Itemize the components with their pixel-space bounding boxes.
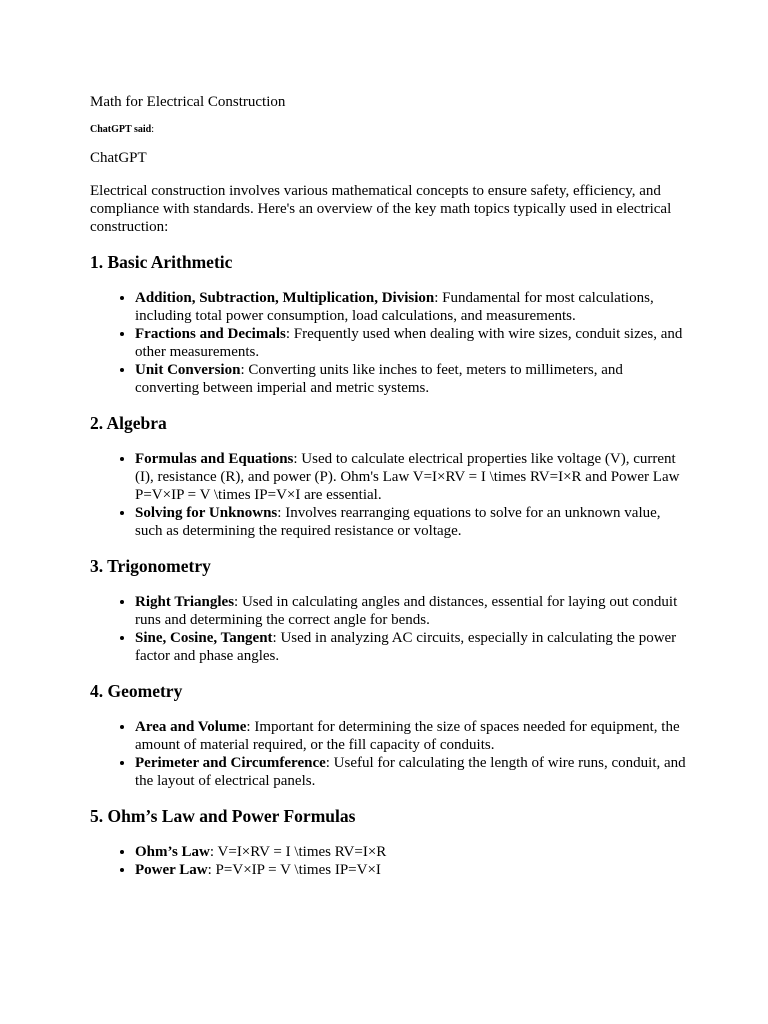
item-term: Area and Volume: [135, 719, 247, 735]
list-item: [135, 325, 690, 361]
item-term: Solving for Unknowns: [135, 505, 278, 521]
item-term: Sine, Cosine, Tangent: [135, 630, 273, 646]
list-item: [135, 593, 690, 629]
item-text: : P=V×IP = V \times IP=V×I: [207, 862, 381, 878]
section-heading: 2. Algebra: [90, 413, 167, 433]
said-suffix: :: [151, 124, 155, 135]
said-name: ChatGPT said: [90, 124, 152, 135]
item-term: Addition, Subtraction, Multiplication, Division: [135, 290, 435, 306]
section-4: [90, 679, 690, 790]
item-term: Fractions and Decimals: [135, 326, 286, 342]
bullet-list: [90, 450, 690, 540]
item-text: : Involves rearranging equations to solve for an unknown value, such as determining the required resistance or voltage.: [135, 505, 661, 539]
item-text: : Useful for calculating the length of wire runs, conduit, and the layout of electrical panels.: [135, 755, 686, 789]
bullet-list: [90, 289, 690, 397]
item-term: Formulas and Equations: [135, 451, 294, 467]
section-heading: 5. Ohm’s Law and Power Formulas: [90, 806, 356, 826]
list-item: [135, 504, 690, 540]
section-5: [90, 804, 690, 879]
list-item: [135, 754, 690, 790]
item-text: : Fundamental for most calculations, including total power consumption, load calculations, and measurements.: [135, 290, 654, 324]
item-text: : Used in analyzing AC circuits, especially in calculating the power factor and phase angles.: [135, 630, 677, 664]
intro-paragraph: Electrical construction involves various mathematical concepts to ensure safety, efficiency, and compliance with standards. Here's an overview of the key math topics typically used in electrical construction:: [90, 183, 672, 235]
list-item: [135, 450, 690, 504]
item-term: Unit Conversion: [135, 362, 241, 378]
section-2: [90, 411, 690, 540]
bullet-list: [90, 593, 690, 665]
said-label: [90, 123, 690, 137]
list-item: [135, 861, 690, 879]
section-1: [90, 250, 690, 397]
section-heading: 4. Geometry: [90, 681, 183, 701]
list-item: [135, 843, 690, 861]
item-text: : Frequently used when dealing with wire sizes, conduit sizes, and other measurements.: [135, 326, 683, 360]
section-heading: 3. Trigonometry: [90, 556, 211, 576]
item-term: Ohm’s Law: [135, 844, 210, 860]
section-heading: 1. Basic Arithmetic: [90, 252, 233, 272]
list-item: [135, 361, 690, 397]
bullet-list: [90, 843, 690, 879]
document-page: [90, 92, 690, 893]
item-text: : Important for determining the size of spaces needed for equipment, the amount of material required, or the fill capacity of conduits.: [135, 719, 680, 753]
bullet-list: [90, 718, 690, 790]
item-text: : Used to calculate electrical properties like voltage (V), current (I), resistance (R), and power (P). Ohm's Law V=I×RV = I \times RV=I×R and Power Law P=V×IP = V \times IP=V×I are essential.: [135, 451, 680, 503]
item-term: Power Law: [135, 862, 208, 878]
list-item: [135, 718, 690, 754]
item-text: : Converting units like inches to feet, meters to millimeters, and converting between imperial and metric systems.: [135, 362, 623, 396]
document-title: Math for Electrical Construction: [90, 94, 286, 110]
assistant-name: ChatGPT: [90, 150, 147, 166]
item-term: Perimeter and Circumference: [135, 755, 326, 771]
item-term: Right Triangles: [135, 594, 235, 610]
list-item: [135, 629, 690, 665]
section-3: [90, 554, 690, 665]
item-text: : Used in calculating angles and distances, essential for laying out conduit runs and determining the correct angle for bends.: [135, 594, 678, 628]
item-text: : V=I×RV = I \times RV=I×R: [209, 844, 387, 860]
list-item: [135, 289, 690, 325]
